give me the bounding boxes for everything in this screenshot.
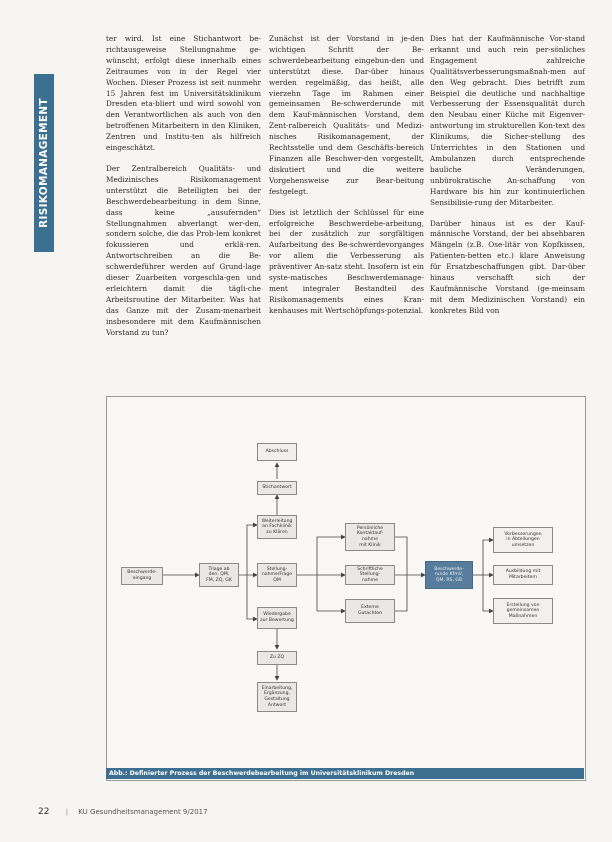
- text-column-1: [106, 34, 261, 348]
- flow-node-stellungnahme: Stellung- nahme/Frage QM: [257, 563, 297, 587]
- paragraph: Der Zentralbereich Qualitäts- und Medizinisches Risikomanagement unterstützt die Beteiligten bei der Beschwerdebearbeitung in dem Sinne, dass keine „ausufernden“ Stellungnahmen abverlangt wer-den, sondern solche, die das Prob-lem konkret fokussieren und erklä-ren. Antwortschreiben an die Be-schwerdeführer werden auf Grund-lage dieser Zuarbeiten vorgeschla-gen und erleichtern damit die tägli-che Arbeitsroutine der Mitarbeiter. Was hat das Ganze mit der Zusam-menarbeit insbesondere mit dem Kaufmännischen Vorstand zu tun?: [106, 163, 261, 337]
- flow-node-output-3: Erstellung von gemeinsamen Maßnahmen: [493, 598, 553, 624]
- flow-node-output-2: Ausbildung mit Mitarbeitern: [493, 565, 553, 585]
- flow-node-vorstand: Beschwerde- runde KfmV, QM, RS, GB: [425, 561, 473, 589]
- flow-node-triage: Triage ab den. QM, FM, ZQ, GK: [199, 563, 239, 587]
- flow-node-weiterleitung: Weiterleitung an Fachklinik zu Klären: [257, 515, 297, 539]
- flow-node-abschluss: Abschluss: [257, 443, 297, 461]
- page-number: 22: [38, 807, 50, 817]
- flow-node-stichantwort: Stichantwort: [257, 481, 297, 495]
- text-column-3: [430, 34, 585, 327]
- flow-node-persoenlich: Persönliche Kontaktauf- nahme mit Klinik: [345, 523, 395, 551]
- paragraph: Darüber hinaus ist es der Kauf-männische Vorstand, der bei absehbaren Mängeln (z.B. Ose-litär von Kopfkissen, Patienten-betten etc.) klare Anweisung für Ersatzbeschaffungen gibt. Dar-über hinaus verschafft sich der Kaufmännische Vorstand (ge-meinsam mit dem Medizinischen Vorstand) ein konkretes Bild von: [430, 218, 585, 315]
- text-column-2: [269, 34, 424, 327]
- figure-caption: Abb.: Definierter Prozess der Beschwerdebearbeitung im Universitätsklinikum Dresden: [106, 768, 584, 779]
- flow-node-eingang: Beschwerde- eingang: [121, 567, 163, 585]
- process-flowchart: [106, 396, 586, 781]
- flow-node-zu-zq: Zu ZQ: [257, 651, 297, 665]
- section-tab-label: RISIKOMANAGEMENT: [38, 98, 50, 228]
- flow-node-schriftlich: Schriftliche Stellung- nahme: [345, 565, 395, 585]
- footer-divider: |: [65, 808, 69, 816]
- paragraph: Dies ist letztlich der Schlüssel für eine erfolgreiche Beschwerdebe-arbeitung, bei der zusätzlich zur sorgfältigen Aufarbeitung des Be-schwerdevorganges vor allem die Verbesserung als präventiver An-satz steht. Insofern ist ein syste-matisches Beschwerdemanage-ment integraler Bestandteil des Risikomanagements eines Kran-kenhauses mit Wertschöpfungs-potenzial.: [269, 207, 424, 315]
- flow-node-gutachten: Externe Gutachten: [345, 599, 395, 623]
- flow-node-bearbeitung: Einarbeitung, Ergänzung, Gestaltung Antwort: [257, 682, 297, 712]
- page-footer: [38, 807, 208, 817]
- paragraph: Dies hat der Kaufmännische Vor-stand erkannt und auch rein per-sönliches Engagement zahlreiche Qualitätsverbesserungsmaßnah-men auf den Weg gebracht. Dies betrifft zum Beispiel die deutliche und nachhaltige Verbesserung der Essensqualität durch den Neubau einer Küche mit Eigenver-antwortung im strukturellen Kon-text des Klinikums, die Sicher-stellung des Unterrichtes in den Stationen und Ambulanzen durch entsprechende bauliche Veränderungen, unbürokratische An-schaffung von Hardware bis hin zur kontinuierlichen Sensibilisie-rung der Mitarbeiter.: [430, 34, 585, 207]
- flowchart-arrows: [107, 397, 585, 780]
- publication-name: KU Gesundheitsmanagement 9/2017: [78, 808, 208, 816]
- paragraph: Zunächst ist der Vorstand in je-den wichtigen Schritt der Be-schwerdebearbeitung eingebun-den und unterstützt diese. Dar-über hinaus werden regelmäßig, das heißt, alle vierzehn Tage im Rahmen einer gemeinsamen Be-schwerderunde mit dem Kauf-männischen Vorstand, dem Zent-ralbereich Qualitäts- und Medizi-nisches Risikomanagement, der Rechtsstelle und dem Geschäfts-bereich Finanzen alle Beschwer-den vorgestellt, diskutiert und die weitere Vorgehensweise zur Bear-beitung festgelegt.: [269, 34, 424, 196]
- paragraph: ter wird. Ist eine Stichantwort be-richtausgeweise Stellungnahme ge-wünscht, erfolgt diese innerhalb eines Zeitraumes von in der Regel vier Wochen. Dieser Prozess ist seit nunmehr 15 Jahren fest im Universitätsklinikum Dresden eta-bliert und wird sowohl von den Verantwortlichen als auch von den betroffenen Mitarbeitern in den Kliniken, Zentren und Institu-ten als hilfreich eingeschätzt.: [106, 34, 261, 153]
- flow-node-wiedergabe: Wiedergabe zur Bewertung: [257, 607, 297, 629]
- flow-node-output-1: Verbesserungen in Abteilungen umsetzen: [493, 527, 553, 553]
- section-tab: [34, 74, 54, 252]
